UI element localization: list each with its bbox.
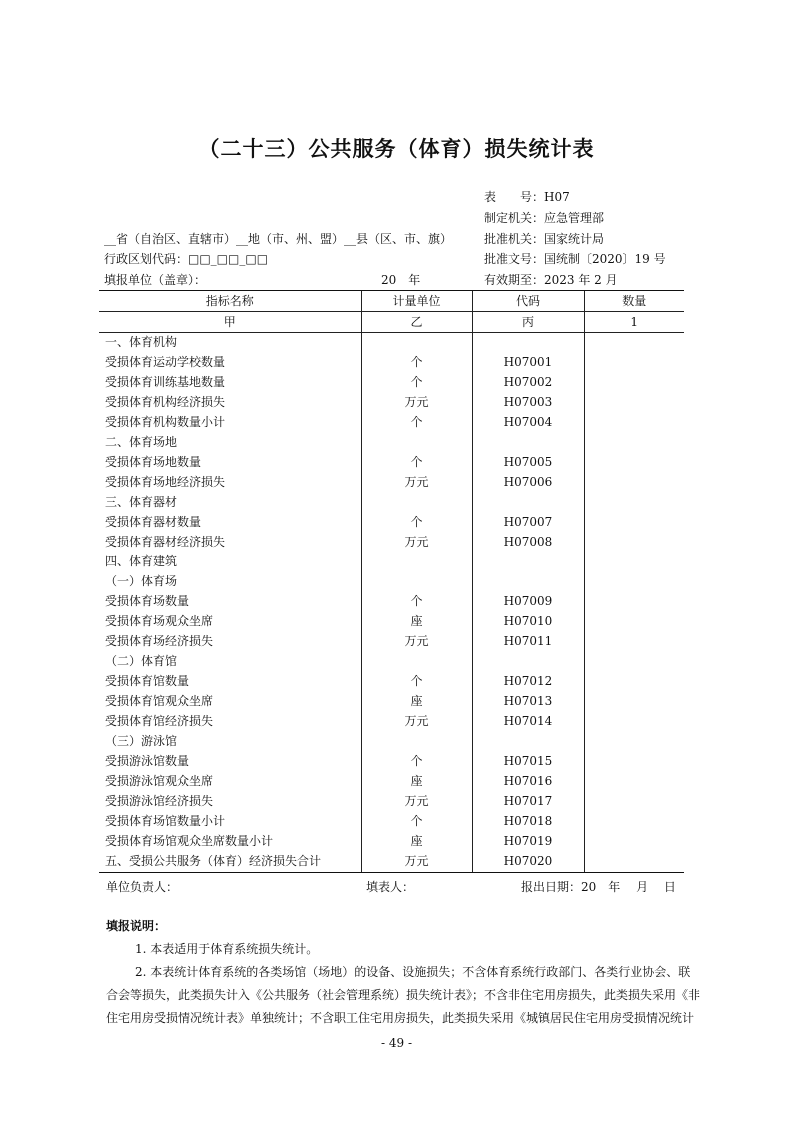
region-line: __省（自治区、直辖市）__地（市、州、盟）__县（区、市、旗） (104, 232, 453, 246)
quantity-cell (584, 632, 684, 652)
code-cell: H07015 (472, 752, 584, 772)
unit-cell: 个 (361, 413, 472, 433)
quantity-cell (584, 672, 684, 692)
quantity-cell (584, 373, 684, 393)
column-code-code: 丙 (472, 312, 584, 333)
unit-cell (361, 552, 472, 572)
indicator-name-cell: 受损体育馆经济损失 (99, 712, 361, 732)
indicator-name-cell: 受损体育场经济损失 (99, 632, 361, 652)
approving-authority: 批准机关：国家统计局 (484, 232, 605, 246)
unit-cell: 万元 (361, 393, 472, 413)
indicator-name-cell: 受损游泳馆观众坐席 (99, 772, 361, 792)
code-cell: H07001 (472, 353, 584, 373)
code-cell (472, 333, 584, 353)
table-row (99, 453, 684, 473)
code-cell (472, 552, 584, 572)
table-row (99, 672, 684, 692)
unit-cell: 万元 (361, 473, 472, 493)
column-code-quantity: 1 (584, 312, 684, 333)
table-row (99, 632, 684, 652)
filler-label: 填表人： (366, 880, 415, 894)
unit-cell: 个 (361, 672, 472, 692)
indicator-name-cell: 三、体育器材 (99, 493, 361, 513)
unit-cell: 个 (361, 812, 472, 832)
quantity-cell (584, 393, 684, 413)
notes-title: 填报说明： (106, 919, 167, 933)
code-cell (472, 433, 584, 453)
unit-cell: 座 (361, 772, 472, 792)
unit-cell (361, 652, 472, 672)
quantity-cell (584, 552, 684, 572)
table-row (99, 752, 684, 772)
note-line: 1. 本表适用于体育系统损失统计。 (135, 942, 319, 956)
quantity-cell (584, 832, 684, 852)
indicator-name-cell: 受损体育馆数量 (99, 672, 361, 692)
quantity-cell (584, 533, 684, 553)
table-row (99, 473, 684, 493)
admin-code: 行政区划代码：□□_□□_□□ (104, 252, 269, 266)
table-row (99, 832, 684, 852)
table-row (99, 513, 684, 533)
note-line: 2. 本表统计体育系统的各类场馆（场地）的设备、设施损失；不含体育系统行政部门、各类行业协会、联 (135, 965, 691, 979)
unit-cell (361, 732, 472, 752)
table-row (99, 552, 684, 572)
report-year: 20 年 (381, 273, 421, 287)
unit-cell: 万元 (361, 533, 472, 553)
code-cell: H07004 (472, 413, 584, 433)
quantity-cell (584, 353, 684, 373)
approval-document: 批准文号：国统制〔2020〕19 号 (484, 252, 666, 266)
indicator-name-cell: 受损体育器材经济损失 (99, 533, 361, 553)
column-code-unit: 乙 (361, 312, 472, 333)
column-header-code: 代码 (472, 291, 584, 312)
note-line: 合会等损失，此类损失计入《公共服务（社会管理系统）损失统计表》；不含非住宅用房损失，此类损失采用《非 (106, 988, 701, 1002)
note-line: 住宅用房受损情况统计表》单独统计；不含职工住宅用房损失，此类损失采用《城镇居民住宅用房受损情况统计 (106, 1011, 695, 1025)
quantity-cell (584, 453, 684, 473)
code-cell (472, 652, 584, 672)
table-row (99, 592, 684, 612)
code-cell: H07005 (472, 453, 584, 473)
code-cell (472, 493, 584, 513)
indicator-name-cell: 一、体育机构 (99, 333, 361, 353)
table-row (99, 572, 684, 592)
unit-cell: 个 (361, 353, 472, 373)
indicator-name-cell: 受损体育场馆数量小计 (99, 812, 361, 832)
indicator-name-cell: （二）体育馆 (99, 652, 361, 672)
quantity-cell (584, 333, 684, 353)
indicator-name-cell: （三）游泳馆 (99, 732, 361, 752)
indicator-name-cell: 受损体育场地经济损失 (99, 473, 361, 493)
indicator-name-cell: 受损体育馆观众坐席 (99, 692, 361, 712)
code-cell: H07012 (472, 672, 584, 692)
table-row (99, 612, 684, 632)
unit-cell: 万元 (361, 792, 472, 812)
indicator-name-cell: 受损体育场地数量 (99, 453, 361, 473)
report-date-label: 报出日期：20 年 月 日 (521, 880, 676, 894)
indicator-name-cell: 二、体育场地 (99, 433, 361, 453)
code-cell: H07014 (472, 712, 584, 732)
unit-cell: 万元 (361, 632, 472, 652)
unit-cell: 座 (361, 832, 472, 852)
table-header-row (99, 291, 684, 312)
code-cell: H07002 (472, 373, 584, 393)
quantity-cell (584, 772, 684, 792)
quantity-cell (584, 712, 684, 732)
table-row (99, 413, 684, 433)
form-number: 表 号：H07 (484, 190, 570, 204)
code-cell: H07013 (472, 692, 584, 712)
table-row (99, 792, 684, 812)
unit-cell (361, 433, 472, 453)
indicator-name-cell: 四、体育建筑 (99, 552, 361, 572)
statistics-table (99, 291, 684, 873)
code-cell: H07008 (472, 533, 584, 553)
quantity-cell (584, 752, 684, 772)
quantity-cell (584, 433, 684, 453)
code-cell: H07018 (472, 812, 584, 832)
quantity-cell (584, 413, 684, 433)
table-row (99, 812, 684, 832)
table-row (99, 493, 684, 513)
quantity-cell (584, 812, 684, 832)
page-title: （二十三）公共服务（体育）损失统计表 (198, 137, 595, 161)
indicator-name-cell: 受损体育训练基地数量 (99, 373, 361, 393)
quantity-cell (584, 493, 684, 513)
column-code-name: 甲 (99, 312, 361, 333)
quantity-cell (584, 732, 684, 752)
quantity-cell (584, 652, 684, 672)
code-cell (472, 732, 584, 752)
table-row (99, 533, 684, 553)
unit-cell: 万元 (361, 852, 472, 872)
table-row (99, 772, 684, 792)
code-cell: H07011 (472, 632, 584, 652)
unit-cell (361, 493, 472, 513)
code-cell: H07016 (472, 772, 584, 792)
table-row (99, 433, 684, 453)
code-cell: H07010 (472, 612, 584, 632)
code-cell: H07006 (472, 473, 584, 493)
indicator-name-cell: 受损体育机构数量小计 (99, 413, 361, 433)
code-cell: H07007 (472, 513, 584, 533)
table-row (99, 393, 684, 413)
quantity-cell (584, 473, 684, 493)
table-row (99, 712, 684, 732)
reporting-unit: 填报单位（盖章）： (104, 273, 207, 287)
indicator-name-cell: 受损体育场观众坐席 (99, 612, 361, 632)
unit-cell: 座 (361, 692, 472, 712)
indicator-name-cell: 受损体育机构经济损失 (99, 393, 361, 413)
indicator-name-cell: 受损体育器材数量 (99, 513, 361, 533)
unit-cell: 万元 (361, 712, 472, 732)
page-number: - 49 - (380, 1036, 412, 1050)
valid-until: 有效期至：2023 年 2 月 (484, 273, 618, 287)
unit-cell: 个 (361, 513, 472, 533)
unit-cell (361, 572, 472, 592)
code-cell: H07020 (472, 852, 584, 872)
table-column-code-row (99, 312, 684, 333)
indicator-name-cell: 受损体育场数量 (99, 592, 361, 612)
indicator-name-cell: 五、受损公共服务（体育）经济损失合计 (99, 852, 361, 872)
table-row (99, 732, 684, 752)
unit-cell: 个 (361, 453, 472, 473)
unit-cell: 座 (361, 612, 472, 632)
table-row (99, 652, 684, 672)
quantity-cell (584, 692, 684, 712)
indicator-name-cell: 受损体育运动学校数量 (99, 353, 361, 373)
quantity-cell (584, 852, 684, 872)
unit-cell: 个 (361, 752, 472, 772)
table-row (99, 333, 684, 353)
indicator-name-cell: （一）体育场 (99, 572, 361, 592)
code-cell (472, 572, 584, 592)
column-header-name: 指标名称 (99, 291, 361, 312)
quantity-cell (584, 513, 684, 533)
column-header-unit: 计量单位 (361, 291, 472, 312)
table-row (99, 692, 684, 712)
column-header-quantity: 数量 (584, 291, 684, 312)
quantity-cell (584, 792, 684, 812)
indicator-name-cell: 受损游泳馆经济损失 (99, 792, 361, 812)
table-row (99, 353, 684, 373)
code-cell: H07019 (472, 832, 584, 852)
quantity-cell (584, 572, 684, 592)
indicator-name-cell: 受损体育场馆观众坐席数量小计 (99, 832, 361, 852)
unit-head-label: 单位负责人： (106, 880, 179, 894)
table-row (99, 852, 684, 872)
code-cell: H07017 (472, 792, 584, 812)
unit-cell (361, 333, 472, 353)
quantity-cell (584, 612, 684, 632)
table-row (99, 373, 684, 393)
quantity-cell (584, 592, 684, 612)
code-cell: H07009 (472, 592, 584, 612)
unit-cell: 个 (361, 592, 472, 612)
issuing-authority: 制定机关：应急管理部 (484, 211, 605, 225)
indicator-name-cell: 受损游泳馆数量 (99, 752, 361, 772)
code-cell: H07003 (472, 393, 584, 413)
unit-cell: 个 (361, 373, 472, 393)
